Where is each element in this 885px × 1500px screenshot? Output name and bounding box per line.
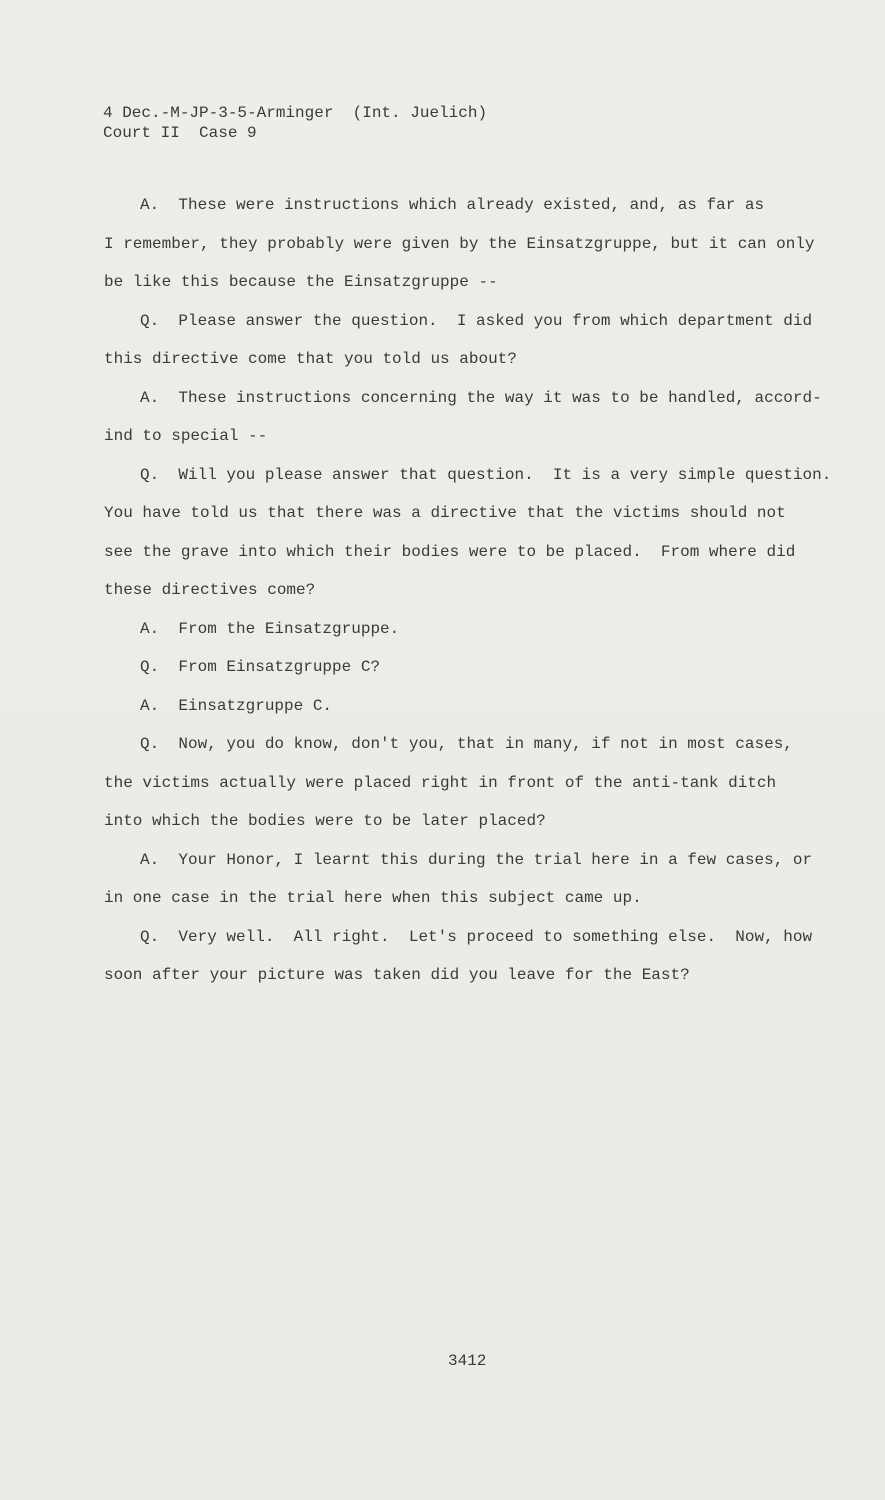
transcript-line: You have told us that there was a directive that the victims should not (104, 504, 786, 522)
header-line-1: 4 Dec.-M-JP-3-5-Arminger (Int. Juelich) (103, 104, 488, 122)
transcript-line: be like this because the Einsatzgruppe -- (104, 273, 498, 291)
transcript-line: A. These were instructions which already existed, and, as far as (140, 196, 765, 214)
transcript-line: A. These instructions concerning the way it was to be handled, accord- (140, 388, 822, 407)
transcript-line: soon after your picture was taken did you leave for the East? (104, 966, 690, 984)
transcript-body (104, 186, 864, 995)
transcript-line: I remember, they probably were given by the Einsatzgruppe, but it can only (104, 234, 815, 253)
transcript-line: see the grave into which their bodies were to be placed. From where did (104, 542, 796, 561)
transcript-line: ind to special -- (104, 427, 268, 445)
transcript-line: the victims actually were placed right in front of the anti-tank ditch (104, 773, 777, 792)
transcript-line: A. From the Einsatzgruppe. (140, 619, 400, 638)
transcript-line: in one case in the trial here when this subject came up. (104, 889, 642, 907)
transcript-line: A. Your Honor, I learnt this during the trial here in a few cases, or (140, 850, 813, 869)
transcript-line: A. Einsatzgruppe C. (140, 696, 333, 715)
transcript-line: into which the bodies were to be later placed? (104, 812, 546, 830)
document-header (103, 103, 487, 143)
header-line-2: Court II Case 9 (103, 124, 257, 142)
transcript-line: Q. Please answer the question. I asked you from which department did (140, 311, 813, 330)
transcript-line: these directives come? (104, 581, 316, 599)
transcript-line: Q. Now, you do know, don't you, that in many, if not in most cases, (140, 735, 793, 753)
transcript-line: Q. Will you please answer that question. It is a very simple question. (140, 465, 832, 484)
page-number: 3412 (448, 1352, 487, 1370)
transcript-line: Q. From Einsatzgruppe C? (140, 658, 381, 676)
transcript-line: this directive come that you told us about? (104, 350, 517, 368)
transcript-line: Q. Very well. All right. Let's proceed to something else. Now, how (140, 927, 813, 946)
